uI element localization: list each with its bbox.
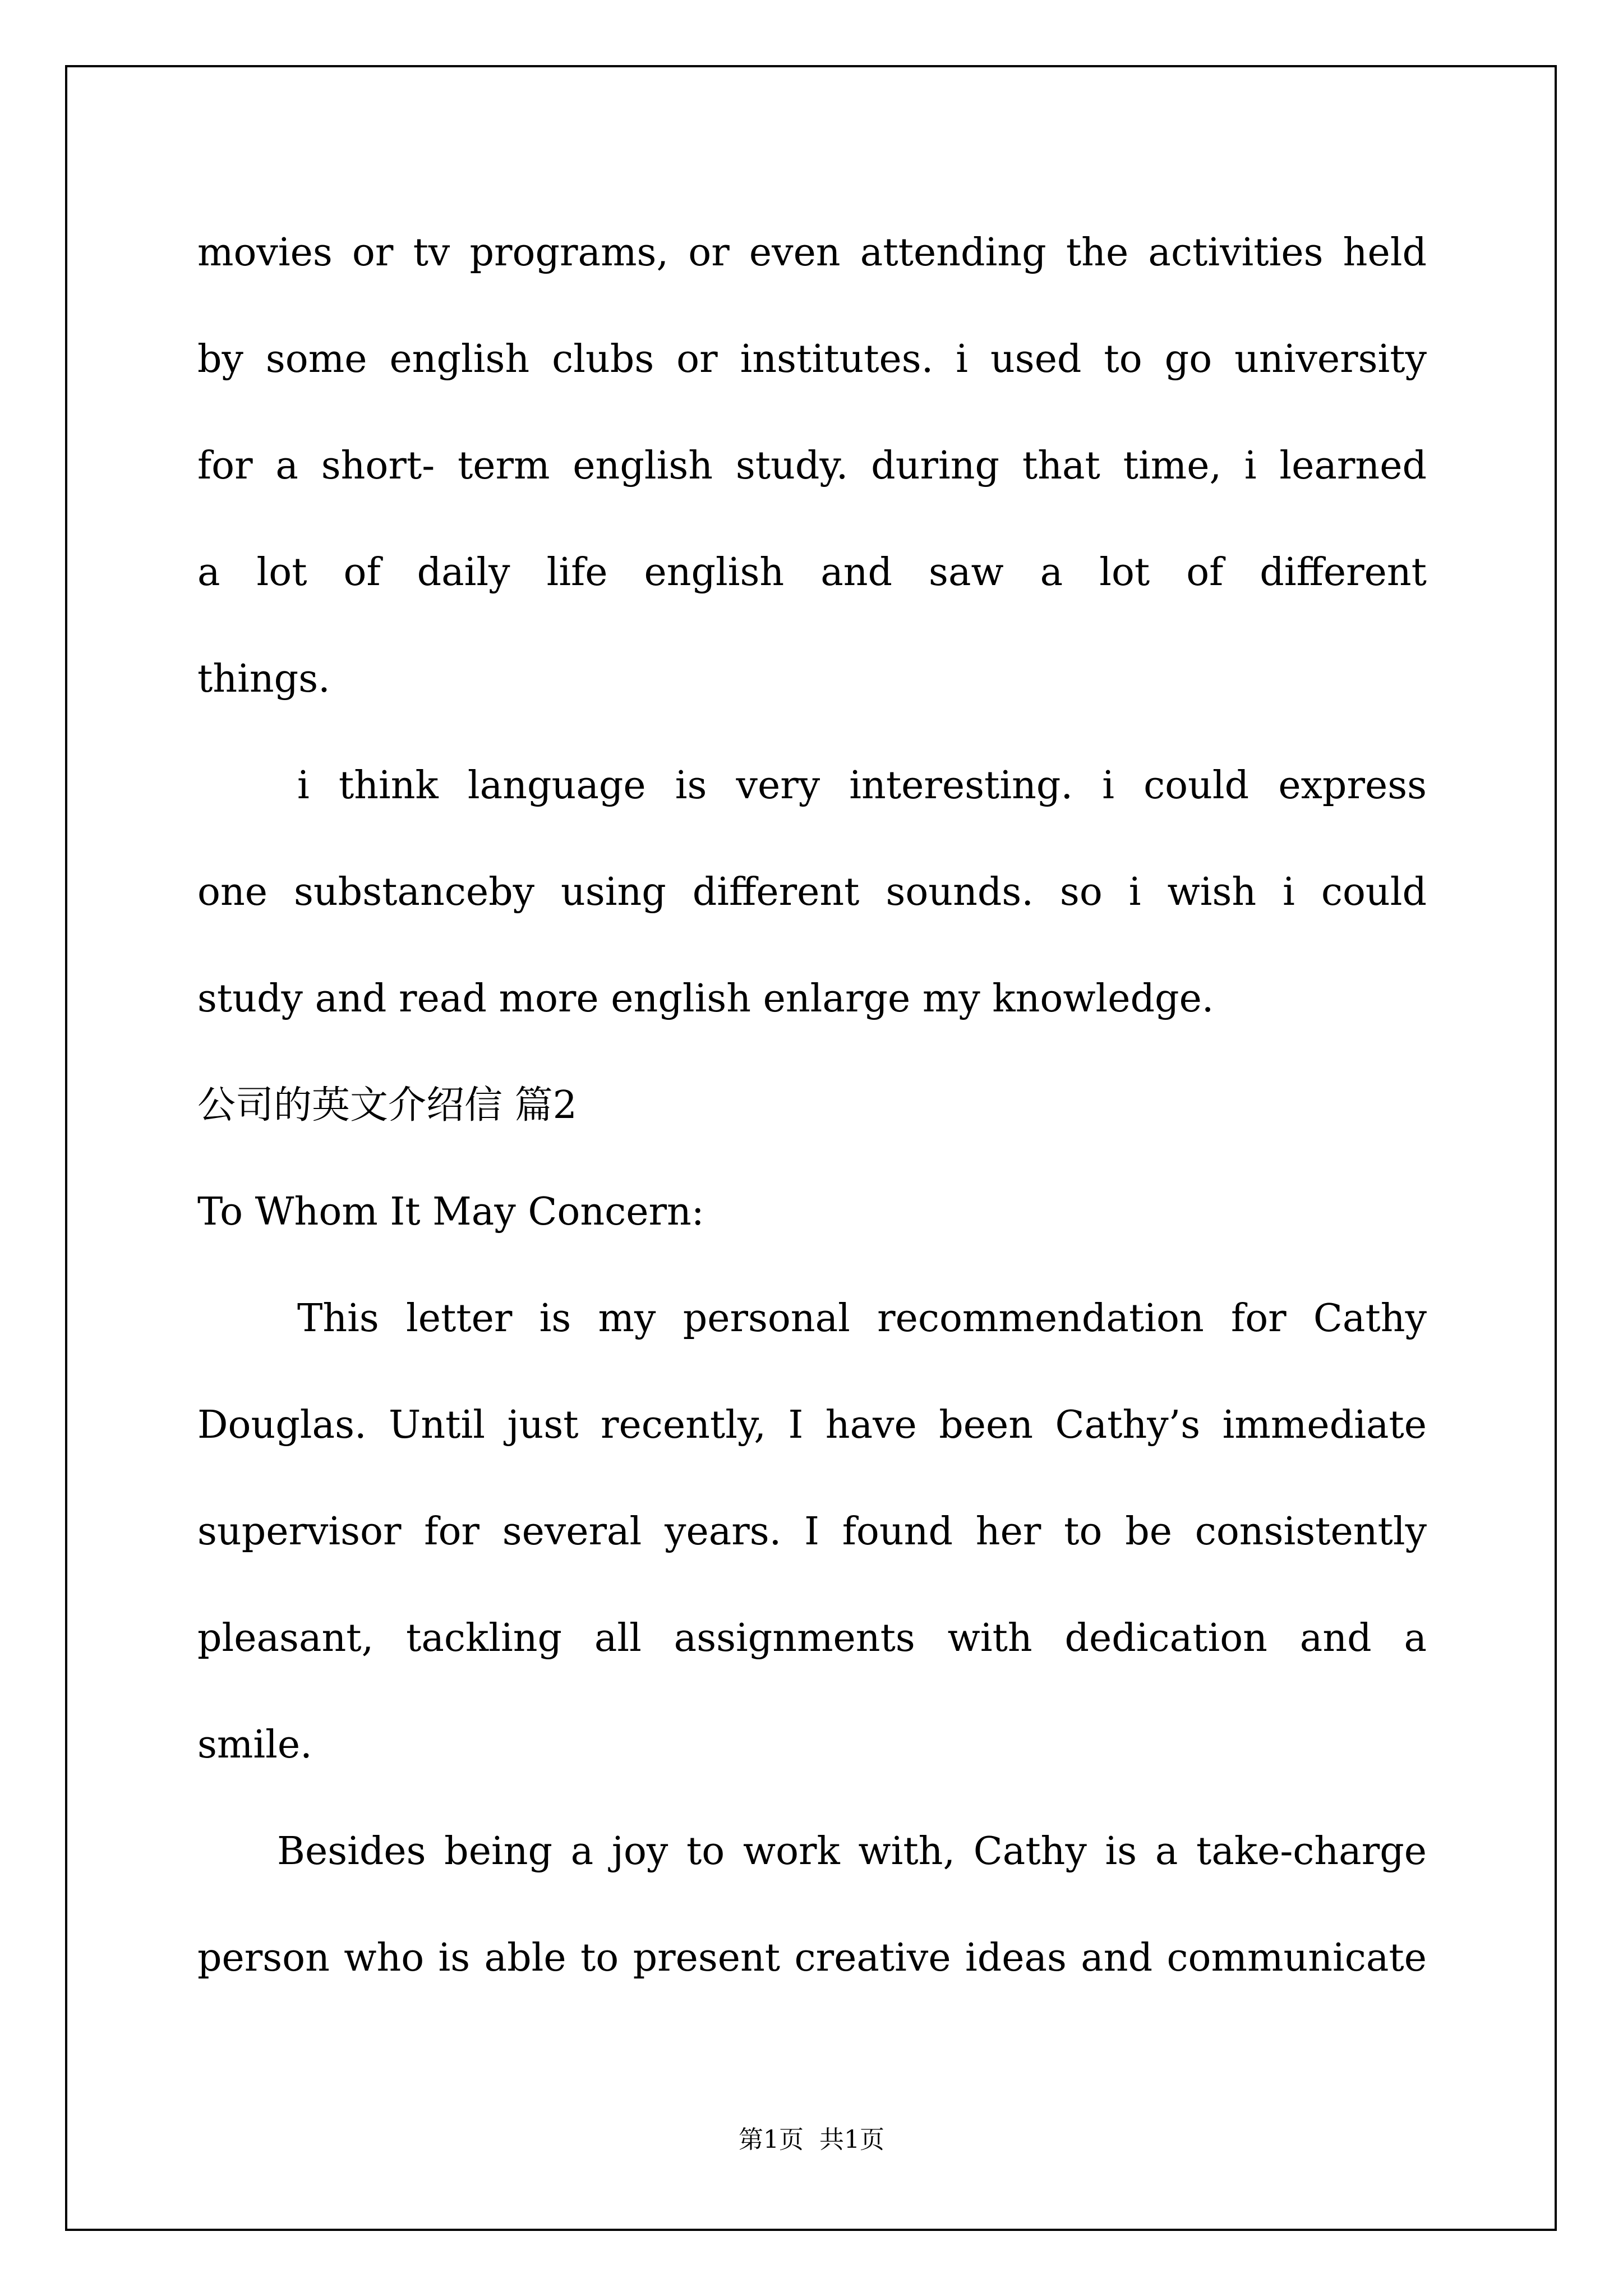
text-line: one substanceby using different sounds. so i wish i could xyxy=(197,870,1427,914)
text-line: movies or tv programs, or even attending the activities held xyxy=(197,231,1427,275)
text-line: study and read more english enlarge my knowledge. xyxy=(197,977,1214,1021)
text-line: a lot of daily life english and saw a lot of different xyxy=(197,550,1427,595)
text-line: person who is able to present creative ideas and communicate xyxy=(197,1936,1427,1980)
section-heading: 公司的英文介绍信 篇2 xyxy=(197,1083,577,1128)
text-line: by some english clubs or institutes. i used to go university xyxy=(197,337,1427,381)
text-line: for a short- term english study. during that time, i learned xyxy=(197,444,1427,488)
text-line: pleasant, tackling all assignments with dedication and a xyxy=(197,1616,1427,1660)
text-line: supervisor for several years. I found her to be consistently xyxy=(197,1510,1427,1554)
text-line: i think language is very interesting. i could express xyxy=(297,763,1427,808)
text-line: Douglas. Until just recently, I have been Cathy’s immediate xyxy=(197,1403,1427,1447)
text-line: This letter is my personal recommendation for Cathy xyxy=(297,1296,1427,1341)
text-line: things. xyxy=(197,657,330,701)
text-line: smile. xyxy=(197,1723,312,1767)
text-line: Besides being a joy to work with, Cathy is a take-charge xyxy=(277,1829,1427,1874)
letter-salutation: To Whom It May Concern: xyxy=(197,1190,704,1234)
page-footer: 第1页 共1页 xyxy=(739,2125,884,2154)
